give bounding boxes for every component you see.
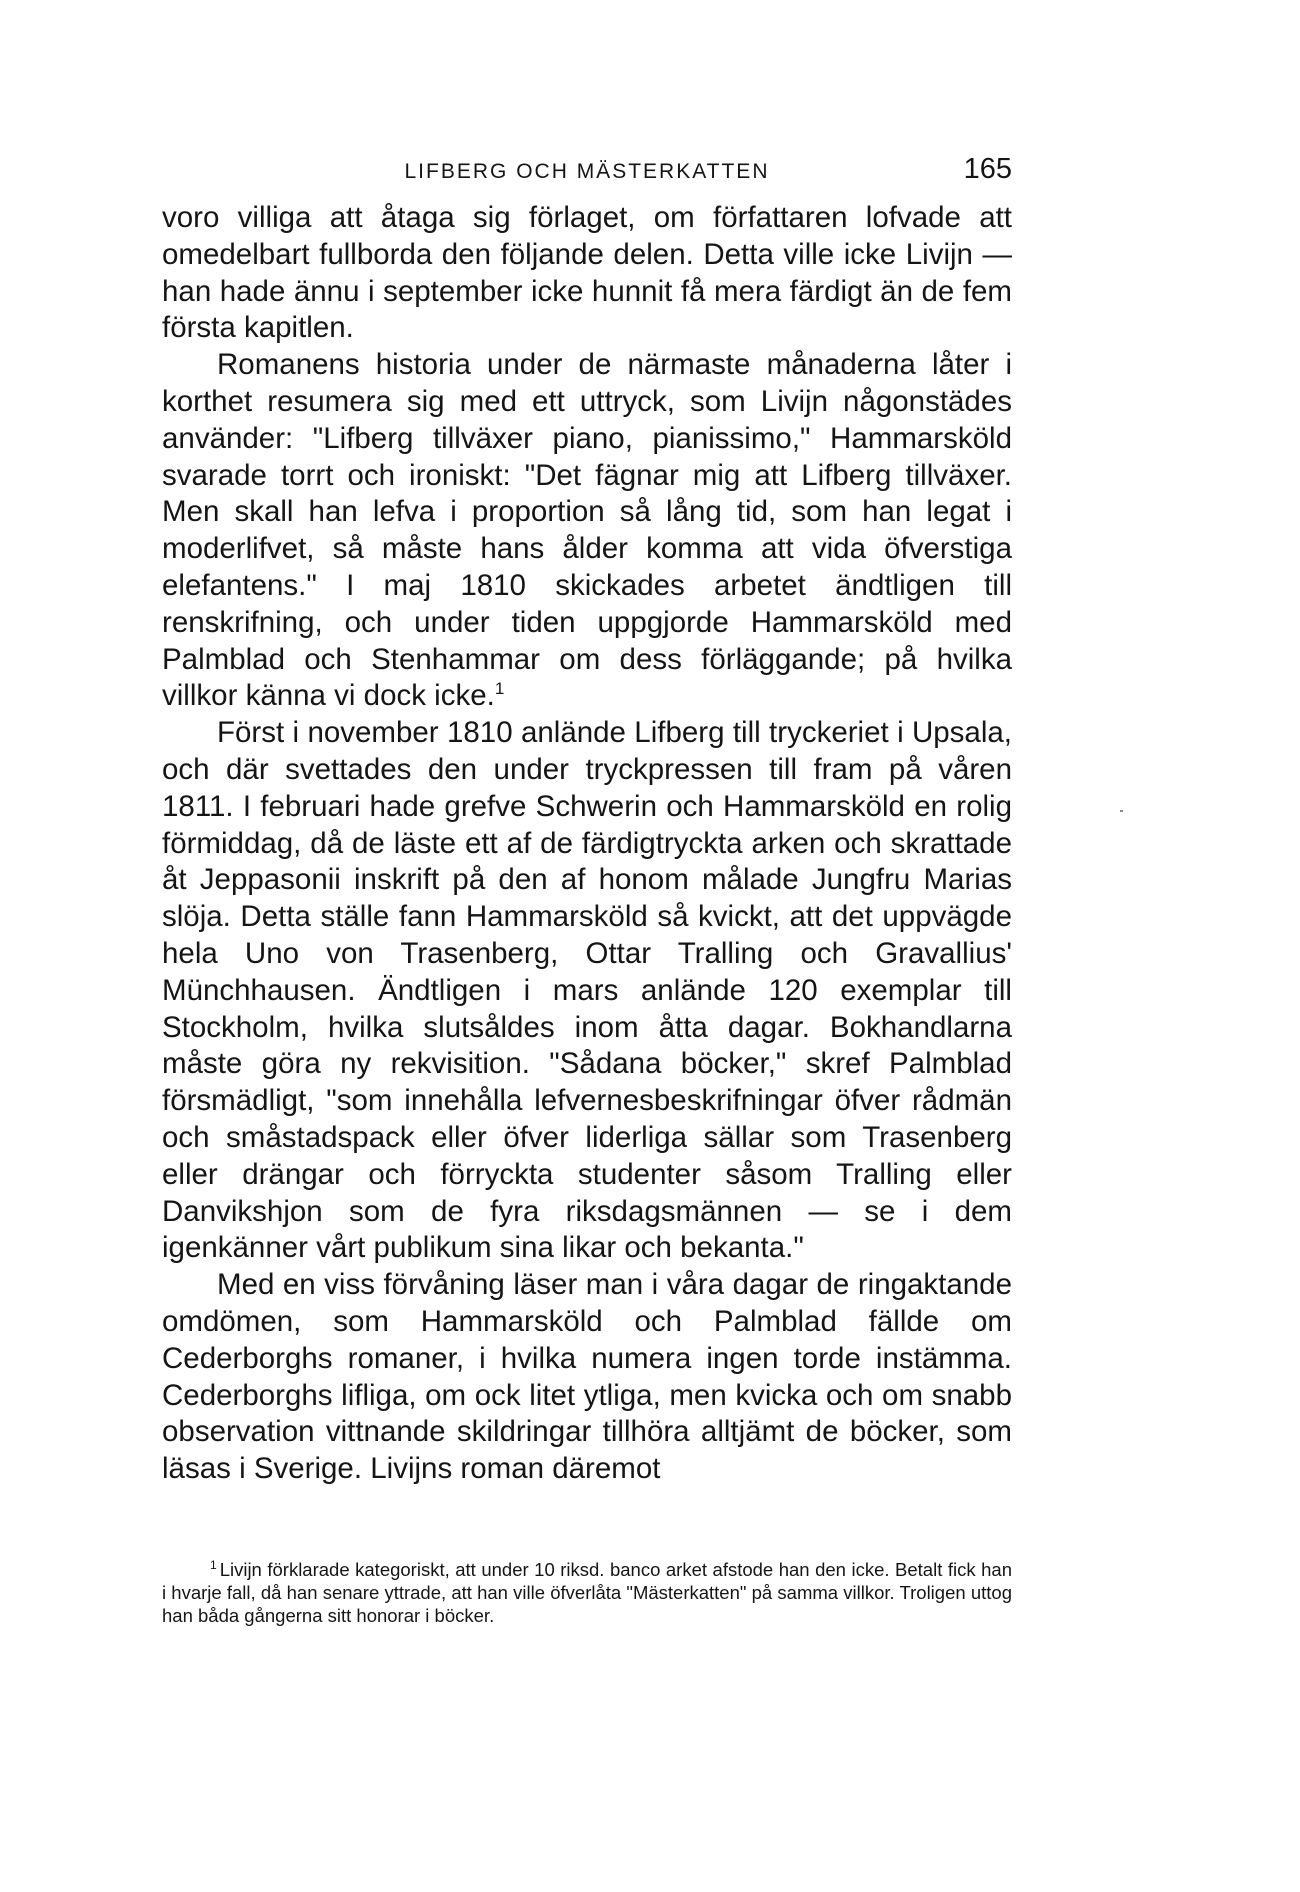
running-title: LIFBERG OCH MÄSTERKATTEN (404, 160, 770, 183)
paragraph-3: Först i november 1810 anlände Lifberg till tryckeriet i Upsala, och där svettades den under tryckpressen till fram på våren 1811. I februari hade grefve Schwerin och Hammarsköld en rolig förmiddag, då de läste ett af de färdigtryckta arken och skrattade åt Jeppasonii inskrift på den af honom målade Jungfru Marias slöja. Detta ställe fann Hammarsköld så kvickt, att det uppvägde hela Uno von Trasenberg, Ottar Tralling och Gravallius' Münchhausen. Ändtligen i mars anlände 120 exemplar till Stockholm, hvilka slutsåldes inom åtta dagar. Bokhandlarna måste göra ny rekvisition. "Sådana böcker," skref Palmblad försmädligt, "som innehålla lefvernesbeskrifningar öfver rådmän och småstadspack eller öfver liderliga sällar som Trasenberg eller drängar och förryckta studenter såsom Tralling eller Danvikshjon som de fyra riksdagsmännen — se i dem igenkänner vårt publikum sina likar och bekanta." (162, 716, 1012, 1265)
footnote-text: Livijn förklarade kategoriskt, att under 10 riksd. banco arket afstode han den icke. Betalt fick han i hvarje fall, då han senare yttrade, att han ville öfverlåta "Mästerkatten" på samma villkor. Troligen uttog han båda gångerna sitt honorar i böcker. (162, 1559, 1012, 1626)
footnote (162, 1558, 1012, 1627)
paragraph-4: Med en viss förvåning läser man i våra dagar de ringaktande omdömen, som Hammarsköld och Palmblad fällde om Cederborghs romaner, i hvilka numera ingen torde instämma. Cederborghs lifliga, om ock litet ytliga, men kvicka och om snabb observation vittnande skildringar tillhöra alltjämt de böcker, som läsas i Sverige. Livijns roman däremot (162, 1268, 1012, 1486)
body-text (162, 200, 1012, 1488)
running-head (162, 150, 1012, 190)
paragraph-1: voro villiga att åtaga sig förlaget, om författaren lofvade att omedelbart fullborda den följande delen. Detta ville icke Livijn — han hade ännu i september icke hunnit få mera färdigt än de fem första kapitlen. (162, 201, 1012, 345)
footnote-mark: 1 (210, 1557, 217, 1572)
page-number: 165 (963, 153, 1012, 185)
scan-speck (1120, 810, 1123, 812)
footnote-reference: 1 (494, 679, 505, 699)
paragraph-2-text: Romanens historia under de närmaste månaderna låter i korthet resumera sig med ett uttryck, som Livijn någonstädes använder: "Lifberg tillväxer piano, pianissimo," Hammarsköld svarade torrt och ironiskt: "Det fägnar mig att Lifberg tillväxer. Men skall han lefva i proportion så lång tid, som han legat i moderlifvet, så måste hans ålder komma att vida öfverstiga elefantens." I maj 1810 skickades arbetet ändtligen till renskrifning, och under tiden uppgjorde Hammarsköld med Palmblad och Stenhammar om dess förläggande; på hvilka villkor känna vi dock icke. (162, 348, 1012, 713)
paragraph-2 (162, 347, 1012, 715)
